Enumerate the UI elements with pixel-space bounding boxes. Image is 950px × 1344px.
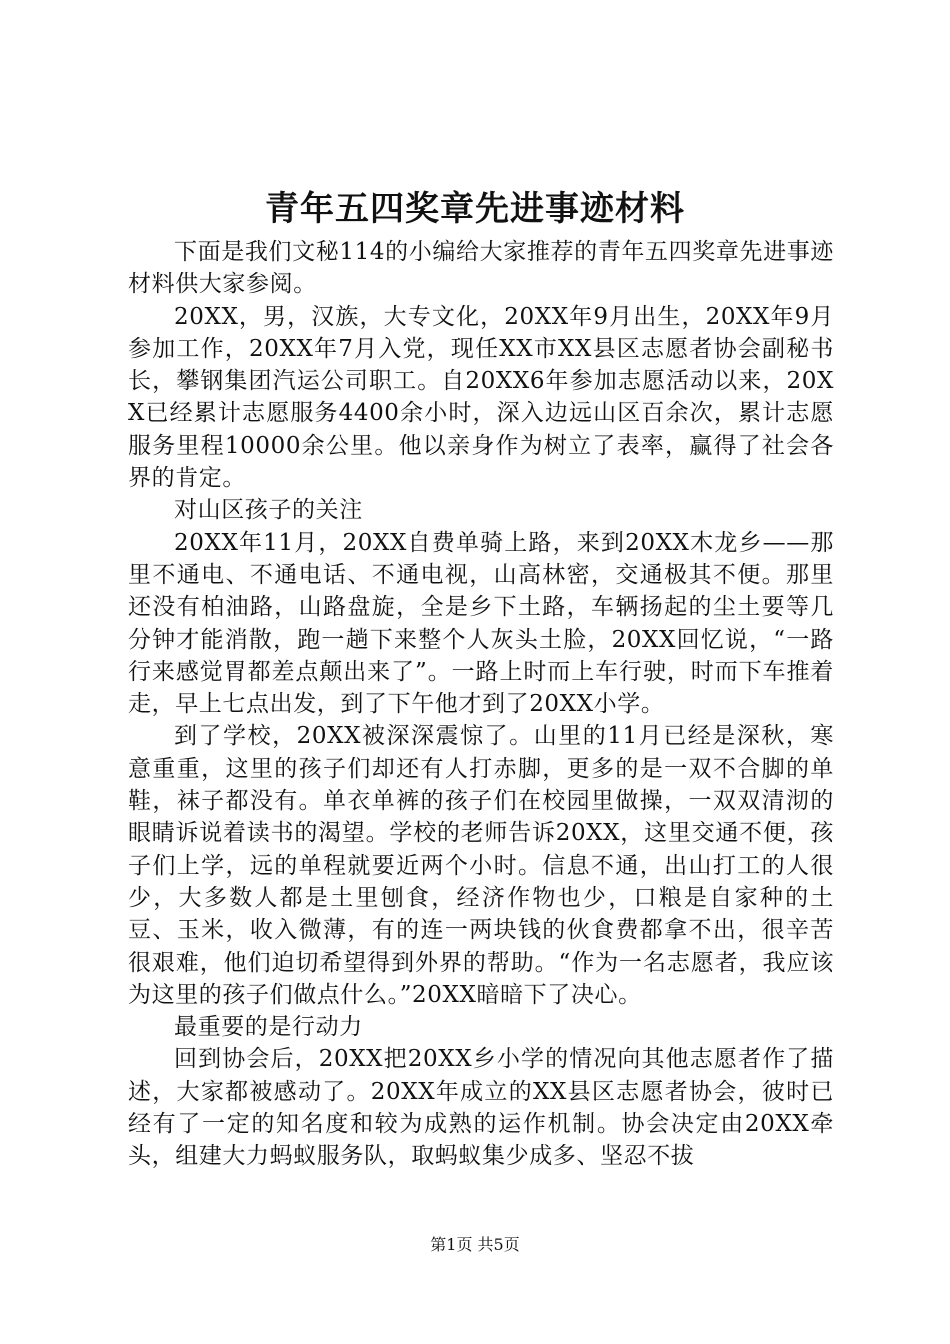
document-title: 青年五四奖章先进事迹材料 bbox=[265, 189, 685, 229]
paragraph-association: 回到协会后，20XX把20XX乡小学的情况向其他志愿者作了描述，大家都被感动了。20XX年成立的XX县区志愿者协会，彼时已经有了一定的知名度和较为成熟的运作机制。协会决定由20XX牵头，组建大力蚂蚁服务队，取蚂蚁集少成多、坚忍不拔 bbox=[128, 1046, 834, 1170]
section-heading-attention: 对山区孩子的关注 bbox=[174, 497, 363, 524]
paragraph-intro: 下面是我们文秘114的小编给大家推荐的青年五四奖章先进事迹材料供大家参阅。 bbox=[128, 239, 834, 298]
paragraph-school: 到了学校，20XX被深深震惊了。山里的11月已经是深秋，寒意重重，这里的孩子们却还有人打赤脚，更多的是一双不合脚的单鞋，袜子都没有。单衣单裤的孩子们在校园里做操，一双双清沏的眼睛诉说着读书的渴望。学校的老师告诉20XX，这里交通不便，孩子们上学，远的单程就要近两个小时。信息不通，出山打工的人很少，大多数人都是土里刨食，经济作物也少，口粮是自家种的土豆、玉米，收入微薄，有的连一两块钱的伙食费都拿不出，很辛苦很艰难，他们迫切希望得到外界的帮助。“作为一名志愿者，我应该为这里的孩子们做点什么。”20XX暗暗下了决心。 bbox=[128, 723, 834, 1008]
section-heading-action: 最重要的是行动力 bbox=[174, 1014, 363, 1041]
document-body bbox=[128, 236, 834, 1173]
paragraph-profile: 20XX，男，汉族，大专文化，20XX年9月出生，20XX年9月参加工作，20XX年7月入党，现任XX市XX县区志愿者协会副秘书长，攀钢集团汽运公司职工。自20XX6年参加志愿活动以来，20XX已经累计志愿服务4400余小时，深入边远山区百余次，累计志愿服务里程10000余公里。他以亲身作为树立了表率，赢得了社会各界的肯定。 bbox=[128, 303, 834, 492]
page-footer: 第1页 共5页 bbox=[430, 1235, 520, 1254]
paragraph-journey: 20XX年11月，20XX自费单骑上路，来到20XX木龙乡——那里不通电、不通电话、不通电视，山高林密，交通极其不便。那里还没有柏油路，山路盘旋，全是乡下土路，车辆扬起的尘土要等几分钟才能消散，跑一趟下来整个人灰头土脸，20XX回忆说，“一路行来感觉胃都差点颠出来了”。一路上时而上车行驶，时而下车推着走，早上七点出发，到了下午他才到了20XX小学。 bbox=[128, 529, 834, 718]
